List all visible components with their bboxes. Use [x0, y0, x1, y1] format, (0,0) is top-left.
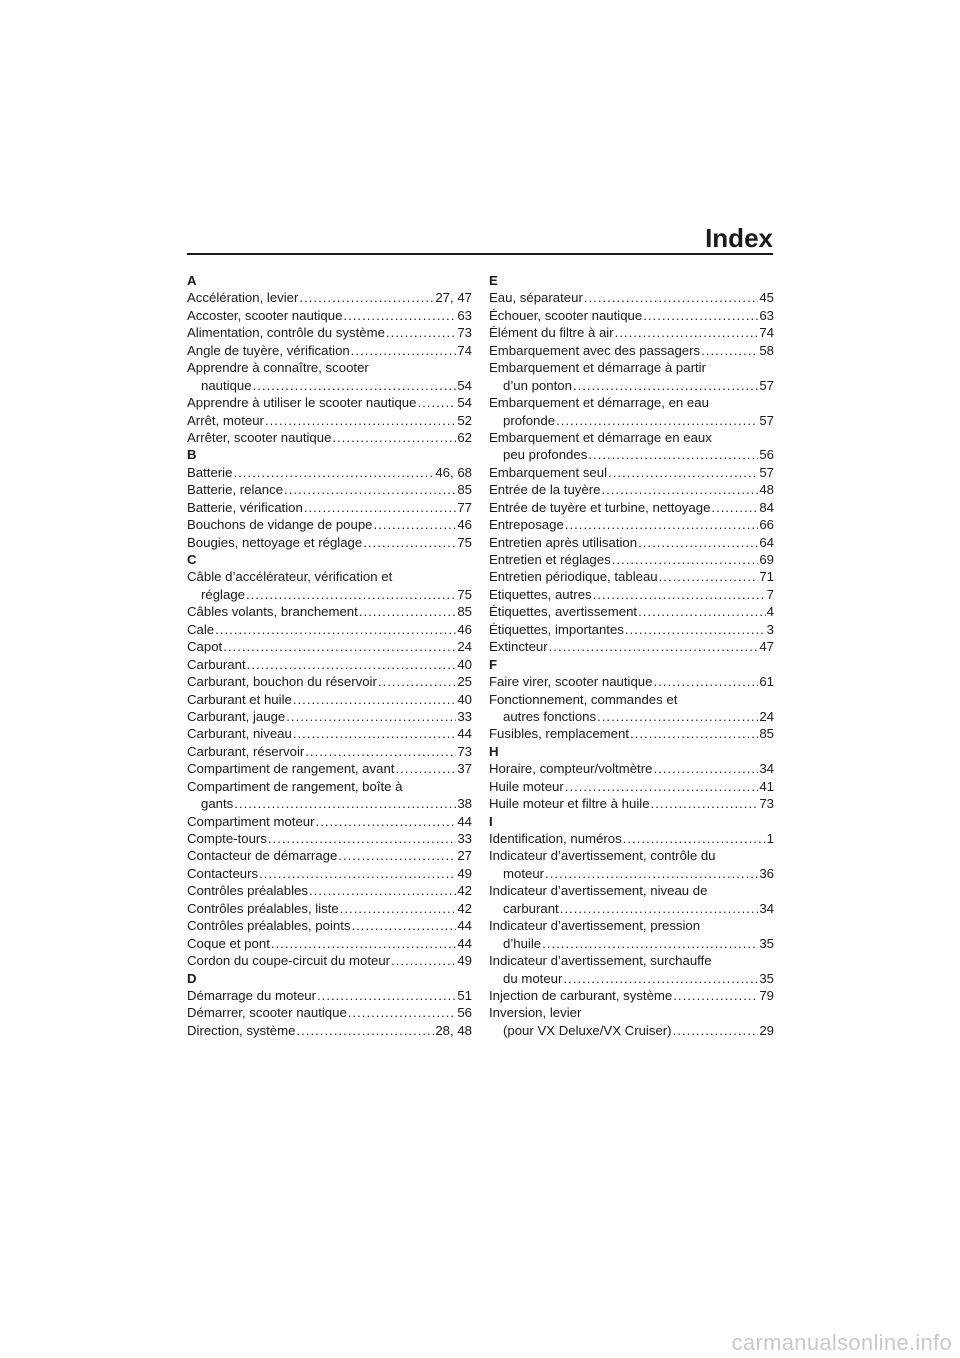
dot-leader [363, 534, 456, 551]
index-entry [489, 412, 774, 429]
index-entry-text: Apprendre à connaître, scooter [187, 360, 369, 376]
index-entry [489, 935, 774, 952]
dot-leader [573, 377, 758, 394]
index-entry-label: Embarquement avec des passagers [489, 342, 701, 358]
dot-leader [395, 760, 456, 777]
dot-leader [643, 307, 758, 324]
index-entry-label: Entretien et réglages [489, 552, 611, 567]
index-entry-page: 27, 47 [435, 290, 472, 306]
index-entry-page: 64 [759, 534, 774, 550]
dot-leader [374, 516, 457, 533]
index-entry-label: d’un ponton [503, 377, 572, 393]
index-entry-label: Cordon du coupe-circuit du moteur [187, 953, 391, 969]
dot-leader [549, 638, 759, 655]
dot-leader [304, 499, 457, 516]
index-entry-page: 42 [457, 900, 472, 916]
index-entry-label: Arrêter, scooter nautique [187, 429, 332, 445]
index-entry-page: 61 [759, 674, 774, 690]
index-entry-label: peu profondes [503, 447, 588, 463]
index-entry-label: Bougies, nettoyage et réglage [187, 534, 363, 550]
index-entry-page: 24 [457, 639, 472, 655]
index-entry-label: profonde [503, 412, 556, 428]
dot-leader [305, 743, 456, 760]
index-entry [187, 882, 472, 899]
index-section-letter: F [489, 656, 498, 672]
page-title: Index [705, 223, 773, 253]
index-entry [489, 499, 774, 516]
index-entry [187, 795, 472, 812]
dot-leader [286, 708, 456, 725]
dot-leader [597, 708, 758, 725]
index-entry-page: 73 [457, 325, 472, 341]
index-entry-page: 71 [759, 569, 774, 585]
dot-leader [563, 970, 758, 987]
dot-leader [565, 516, 759, 533]
dot-leader [638, 534, 758, 551]
index-entry [489, 568, 774, 585]
dot-leader [711, 499, 758, 516]
index-entry-page: 75 [457, 534, 472, 550]
index-entry-label: moteur [503, 865, 545, 881]
index-entry-page: 36 [759, 865, 774, 881]
index-section-letter: D [187, 970, 197, 986]
index-entry-page: 73 [457, 743, 472, 759]
index-section-letter: I [489, 813, 493, 829]
dot-leader [542, 935, 758, 952]
index-entry-label: Batterie, relance [187, 482, 284, 498]
dot-leader [556, 412, 758, 429]
index-entry [187, 952, 472, 969]
index-entry [187, 603, 472, 620]
index-entry-label: Angle de tuyère, vérification [187, 342, 350, 358]
index-entry-label: Accoster, scooter nautique [187, 307, 343, 323]
index-entry [489, 586, 774, 603]
index-entry [187, 987, 472, 1004]
index-entry-label: (pour VX Deluxe/VX Cruiser) [503, 1022, 672, 1038]
index-entry [187, 621, 472, 638]
dot-leader [545, 865, 758, 882]
index-entry-page: 75 [457, 586, 472, 602]
index-entry-page: 85 [457, 482, 472, 498]
index-entry [187, 307, 472, 324]
index-entry-page: 84 [759, 499, 774, 515]
index-entry-page: 69 [759, 552, 774, 567]
index-entry [187, 412, 472, 429]
index-entry [489, 377, 774, 394]
index-entry-text: Indicateur d’avertissement, contrôle du [489, 848, 716, 864]
index-entry-label: Carburant [187, 656, 246, 672]
index-entry-text: Embarquement et démarrage en eaux [489, 429, 712, 445]
index-entry [187, 586, 472, 603]
index-entry [187, 394, 472, 411]
dot-leader [417, 394, 456, 411]
index-entry-page: 24 [759, 708, 774, 724]
dot-leader [246, 586, 456, 603]
index-entry [489, 830, 774, 847]
index-entry-label: Élément du filtre à air [489, 325, 614, 341]
title-rule [187, 253, 773, 255]
index-entry-page: 62 [457, 429, 472, 445]
dot-leader [343, 307, 456, 324]
index-entry [489, 725, 774, 742]
dot-leader [638, 603, 766, 620]
index-entry [489, 778, 774, 795]
index-entry-label: d’huile [503, 935, 542, 951]
dot-leader [233, 464, 434, 481]
dot-leader [359, 603, 457, 620]
index-entry-label: Faire virer, scooter nautique [489, 674, 653, 690]
index-entry [187, 656, 472, 673]
index-entry-page: 52 [457, 412, 472, 428]
index-entry [489, 324, 774, 341]
index-entry-label: Accélération, levier [187, 290, 299, 306]
index-entry [489, 708, 774, 725]
index-entry-label: Apprendre à utiliser le scooter nautique [187, 395, 417, 411]
index-entry-text: Indicateur d’avertissement, niveau de [489, 883, 708, 899]
index-entry-page: 46 [457, 517, 472, 533]
index-entry-label: Alimentation, contrôle du système [187, 325, 385, 341]
index-entry [187, 342, 472, 359]
index-entry [489, 464, 774, 481]
index-entry-label: Entrée de tuyère et turbine, nettoyage [489, 499, 711, 515]
dot-leader [351, 917, 456, 934]
index-entry-label: Arrêt, moteur [187, 412, 264, 428]
index-entry [187, 464, 472, 481]
index-entry [489, 289, 774, 306]
dot-leader [271, 935, 456, 952]
dot-leader [625, 621, 766, 638]
dot-leader [612, 551, 759, 568]
index-entry-page: 74 [457, 342, 472, 358]
dot-leader [651, 795, 759, 812]
index-entry-label: Etiquettes, autres [489, 586, 592, 602]
index-entry [187, 900, 472, 917]
index-entry-page: 42 [457, 883, 472, 899]
dot-leader [378, 673, 456, 690]
dot-leader [623, 830, 766, 847]
dot-leader [340, 900, 457, 917]
index-entry-label: Contacteurs [187, 865, 259, 881]
index-entry-label: du moteur [503, 970, 563, 986]
index-entry-page: 34 [759, 761, 774, 777]
index-entry [187, 1022, 472, 1039]
dot-leader [351, 342, 457, 359]
index-entry-page: 34 [759, 900, 774, 916]
index-entry-label: Injection de carburant, système [489, 987, 673, 1003]
dot-leader [348, 1004, 457, 1021]
index-entry-label: gants [201, 796, 234, 812]
index-entry-text: Embarquement et démarrage à partir [489, 360, 706, 376]
dot-leader [215, 621, 456, 638]
index-entry-text: Câble d’accélérateur, vérification et [187, 569, 393, 585]
index-entry-label: Étiquettes, avertissement [489, 604, 638, 620]
dot-leader [332, 429, 456, 446]
dot-leader [299, 289, 434, 306]
dot-leader [253, 377, 457, 394]
index-entry-label: carburant [503, 900, 559, 916]
index-entry-label: nautique [201, 377, 252, 393]
index-entry-label: Contrôles préalables, liste [187, 900, 339, 916]
index-entry-page: 3 [766, 621, 774, 637]
index-entry-label: Bouchons de vidange de poupe [187, 517, 373, 533]
dot-leader [593, 586, 766, 603]
index-entry-text: Embarquement et démarrage, en eau [489, 395, 709, 411]
index-entry-label: Eau, séparateur [489, 290, 583, 306]
index-entry [489, 865, 774, 882]
index-entry-label: Carburant et huile [187, 691, 292, 707]
index-entry [187, 1004, 472, 1021]
index-entry-text: Compartiment de rangement, boîte à [187, 778, 403, 794]
dot-leader [659, 568, 759, 585]
index-entry-page: 58 [759, 342, 774, 358]
watermark: carmanualsonline.info [731, 1330, 952, 1355]
index-entry-label: réglage [201, 586, 245, 602]
dot-leader [293, 691, 456, 708]
index-entry [187, 673, 472, 690]
index-entry [187, 725, 472, 742]
index-entry-label: Huile moteur [489, 778, 564, 794]
index-entry-page: 44 [457, 726, 472, 742]
dot-leader [653, 760, 758, 777]
index-column-right [489, 272, 774, 1039]
index-entry-text: Indicateur d’avertissement, pression [489, 918, 701, 934]
index-entry-page: 49 [457, 953, 472, 969]
index-section-letter: E [489, 273, 498, 288]
index-entry [187, 516, 472, 533]
index-section-letter: B [187, 447, 197, 463]
index-entry-label: Batterie, vérification [187, 499, 303, 515]
index-entry-page: 48 [759, 482, 774, 498]
dot-leader [268, 830, 456, 847]
index-entry-label: Entreposage [489, 517, 564, 533]
index-entry [187, 289, 472, 306]
dot-leader [309, 882, 456, 899]
dot-leader [560, 900, 759, 917]
index-entry-page: 35 [759, 970, 774, 986]
index-entry [187, 481, 472, 498]
dot-leader [247, 656, 457, 673]
index-entry-page: 27 [457, 848, 472, 864]
index-entry-page: 40 [457, 656, 472, 672]
index-entry [489, 481, 774, 498]
index-entry [489, 1022, 774, 1039]
index-entry-page: 57 [759, 464, 774, 480]
index-entry-page: 47 [759, 639, 774, 655]
index-entry-page: 46 [457, 621, 472, 637]
index-entry-label: Carburant, jauge [187, 708, 286, 724]
index-entry [489, 534, 774, 551]
dot-leader [317, 987, 456, 1004]
index-entry-text: Inversion, levier [489, 1005, 582, 1021]
index-entry [187, 377, 472, 394]
index-entry-page: 44 [457, 918, 472, 934]
dot-leader [391, 952, 456, 969]
index-entry [187, 760, 472, 777]
index-entry-label: Compartiment de rangement, avant [187, 761, 395, 777]
index-entry-label: Huile moteur et filtre à huile [489, 796, 650, 812]
index-entry [187, 917, 472, 934]
index-entry [187, 847, 472, 864]
index-entry [489, 638, 774, 655]
index-column-left [187, 272, 472, 1039]
index-entry-page: 85 [457, 604, 472, 620]
index-entry-page: 79 [759, 987, 774, 1003]
dot-leader [630, 725, 758, 742]
index-entry-label: Contrôles préalables [187, 883, 308, 899]
index-entry-page: 51 [457, 987, 472, 1003]
index-entry-label: Identification, numéros [489, 831, 622, 846]
index-entry-page: 77 [457, 499, 472, 515]
dot-leader [701, 342, 758, 359]
index-entry-page: 29 [759, 1022, 774, 1038]
index-entry-text: Fonctionnement, commandes et [489, 691, 678, 707]
index-entry-page: 49 [457, 865, 472, 881]
index-entry-page: 38 [457, 796, 472, 812]
dot-leader [223, 638, 456, 655]
dot-leader [615, 324, 759, 341]
index-entry-label: Direction, système [187, 1022, 296, 1038]
index-entry-label: Carburant, niveau [187, 726, 292, 742]
index-entry [489, 307, 774, 324]
dot-leader [588, 446, 758, 463]
index-entry [489, 987, 774, 1004]
index-entry-page: 33 [457, 831, 472, 846]
index-entry-page: 28, 48 [435, 1022, 472, 1038]
index-entry [489, 795, 774, 812]
index-entry-page: 56 [759, 447, 774, 463]
index-entry-label: Entretien périodique, tableau [489, 569, 658, 585]
index-entry-label: Fusibles, remplacement [489, 726, 629, 742]
dot-leader [601, 481, 758, 498]
index-entry-page: 73 [759, 796, 774, 812]
index-entry-label: Cale [187, 621, 215, 637]
index-entry-page: 66 [759, 517, 774, 533]
dot-leader [565, 778, 759, 795]
index-section-letter: C [187, 552, 197, 567]
index-entry-page: 33 [457, 708, 472, 724]
index-entry [489, 342, 774, 359]
index-entry [187, 499, 472, 516]
index-entry-page: 41 [759, 778, 774, 794]
index-entry [489, 603, 774, 620]
index-entry-page: 74 [759, 325, 774, 341]
index-entry-label: Câbles volants, branchement [187, 604, 358, 620]
index-section-letter: H [489, 743, 499, 759]
index-entry-label: Entretien après utilisation [489, 534, 638, 550]
dot-leader [296, 1022, 434, 1039]
index-entry-label: Compte-tours [187, 831, 267, 846]
index-entry [187, 691, 472, 708]
index-entry-label: Entrée de la tuyère [489, 482, 601, 498]
index-entry [187, 324, 472, 341]
index-entry [187, 429, 472, 446]
index-entry-label: Carburant, bouchon du réservoir [187, 674, 377, 690]
index-entry-label: Démarrage du moteur [187, 987, 317, 1003]
dot-leader [673, 1022, 759, 1039]
index-entry-page: 54 [457, 395, 472, 411]
index-entry-text: Indicateur d’avertissement, surchauffe [489, 953, 712, 969]
index-entry-page: 35 [759, 935, 774, 951]
index-entry-page: 7 [766, 586, 774, 602]
dot-leader [653, 673, 758, 690]
index-section-letter: A [187, 273, 197, 288]
dot-leader [673, 987, 758, 1004]
index-entry [187, 708, 472, 725]
index-entry-page: 57 [759, 412, 774, 428]
index-entry-label: Extincteur [489, 639, 548, 655]
index-entry-label: Échouer, scooter nautique [489, 307, 643, 323]
index-entry-label: Coque et pont [187, 935, 270, 951]
index-entry-label: Horaire, compteur/voltmètre [489, 761, 653, 777]
dot-leader [584, 289, 758, 306]
index-entry-page: 1 [766, 831, 774, 846]
index-entry [187, 534, 472, 551]
index-entry [489, 621, 774, 638]
index-entry [187, 813, 472, 830]
index-entry-page: 46, 68 [435, 464, 472, 480]
index-entry [187, 638, 472, 655]
index-entry-page: 56 [457, 1005, 472, 1021]
index-entry-page: 63 [457, 307, 472, 323]
index-entry [489, 970, 774, 987]
index-entry-label: Capot [187, 639, 223, 655]
index-entry [187, 830, 472, 847]
index-entry-page: 37 [457, 761, 472, 777]
index-entry [187, 743, 472, 760]
index-entry-page: 4 [766, 604, 774, 620]
index-entry-label: Contrôles préalables, points [187, 918, 351, 934]
index-entry-label: Compartiment moteur [187, 813, 315, 829]
index-entry-page: 44 [457, 935, 472, 951]
dot-leader [338, 847, 456, 864]
index-entry-page: 40 [457, 691, 472, 707]
index-entry-label: Batterie [187, 464, 233, 480]
index-entry-page: 44 [457, 813, 472, 829]
dot-leader [265, 412, 456, 429]
index-entry [489, 516, 774, 533]
index-entry-page: 54 [457, 377, 472, 393]
index-entry [489, 900, 774, 917]
dot-leader [234, 795, 456, 812]
index-entry-page: 85 [759, 726, 774, 742]
index-entry-page: 25 [457, 674, 472, 690]
index-entry-label: autres fonctions [503, 708, 597, 724]
index-entry [489, 673, 774, 690]
dot-leader [316, 813, 457, 830]
index-entry-page: 57 [759, 377, 774, 393]
index-entry-page: 63 [759, 307, 774, 323]
dot-leader [259, 865, 456, 882]
dot-leader [608, 464, 758, 481]
dot-leader [284, 481, 456, 498]
index-entry-label: Démarrer, scooter nautique [187, 1005, 347, 1021]
dot-leader [293, 725, 456, 742]
index-entry [187, 865, 472, 882]
dot-leader [386, 324, 456, 341]
index-entry-label: Embarquement seul [489, 464, 608, 480]
index-entry [187, 935, 472, 952]
index-entry-label: Carburant, réservoir [187, 743, 305, 759]
index-entry [489, 760, 774, 777]
index-entry [489, 446, 774, 463]
index-entry-label: Contacteur de démarrage [187, 848, 338, 864]
index-entry-label: Étiquettes, importantes [489, 621, 624, 637]
index-entry-page: 45 [759, 290, 774, 306]
index-entry [489, 551, 774, 568]
